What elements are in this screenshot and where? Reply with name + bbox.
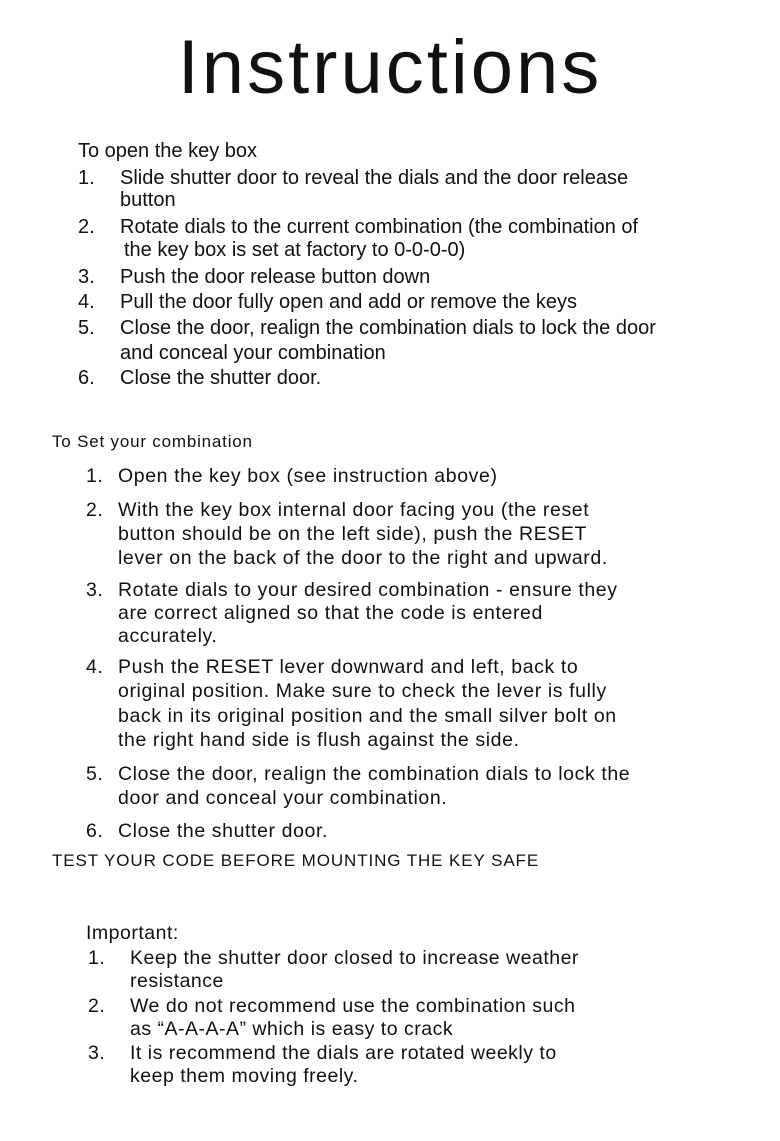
item-text-continued: button xyxy=(120,189,176,211)
item-text-continued: as “A-A-A-A” which is easy to crack xyxy=(130,1018,454,1040)
item-text: Open the key box (see instruction above) xyxy=(118,465,498,487)
item-text-continued: door and conceal your combination. xyxy=(118,787,448,809)
test-code-warning: TEST YOUR CODE BEFORE MOUNTING THE KEY SAFE xyxy=(52,851,540,870)
item-text-continued: lever on the back of the door to the right and upward. xyxy=(118,547,608,569)
item-text: Close the door, realign the combination dials to lock the door xyxy=(120,317,656,339)
item-text: Close the shutter door. xyxy=(120,367,322,389)
item-number: 4. xyxy=(86,656,104,678)
item-number: 5. xyxy=(78,317,95,339)
item-text-continued: back in its original position and the small silver bolt on xyxy=(118,705,617,727)
item-text: We do not recommend use the combination such xyxy=(130,995,576,1017)
item-text-continued: original position. Make sure to check the lever is fully xyxy=(118,680,607,702)
item-text: Push the door release button down xyxy=(120,266,431,288)
item-text: Close the shutter door. xyxy=(118,820,328,842)
item-text: With the key box internal door facing you (the reset xyxy=(118,499,590,521)
item-text-continued: are correct aligned so that the code is entered xyxy=(118,602,543,624)
item-text-continued: keep them moving freely. xyxy=(130,1065,359,1087)
item-number: 3. xyxy=(86,579,104,601)
item-number: 5. xyxy=(86,763,104,785)
item-number: 1. xyxy=(78,167,95,189)
item-text: Rotate dials to your desired combination - ensure they xyxy=(118,579,618,601)
item-number: 1. xyxy=(86,465,104,487)
item-text-continued: the right hand side is flush against the side. xyxy=(118,729,520,751)
open-section-heading: To open the key box xyxy=(78,140,258,162)
item-text: Close the door, realign the combination dials to lock the xyxy=(118,763,631,785)
item-text-continued: accurately. xyxy=(118,625,218,647)
item-text-continued: resistance xyxy=(130,970,224,992)
item-text: Push the RESET lever downward and left, back to xyxy=(118,656,579,678)
item-number: 6. xyxy=(86,820,104,842)
item-text-continued: button should be on the left side), push the RESET xyxy=(118,523,588,545)
item-number: 2. xyxy=(78,216,95,238)
item-text: Rotate dials to the current combination (the combination of xyxy=(120,216,639,238)
item-number: 2. xyxy=(88,995,106,1017)
item-number: 4. xyxy=(78,291,95,313)
item-text: Slide shutter door to reveal the dials and the door release xyxy=(120,167,629,189)
item-number: 2. xyxy=(86,499,104,521)
item-number: 3. xyxy=(78,266,95,288)
item-text-continued: and conceal your combination xyxy=(120,342,386,364)
item-number: 1. xyxy=(88,947,106,969)
item-number: 3. xyxy=(88,1042,106,1064)
item-text-continued: the key box is set at factory to 0-0-0-0) xyxy=(124,239,466,261)
page-title: Instructions xyxy=(177,25,603,110)
set-section-heading: To Set your combination xyxy=(52,432,253,451)
item-text: It is recommend the dials are rotated weekly to xyxy=(130,1042,557,1064)
important-heading: Important: xyxy=(86,922,179,944)
item-text: Keep the shutter door closed to increase weather xyxy=(130,947,579,969)
item-text: Pull the door fully open and add or remove the keys xyxy=(120,291,577,313)
item-number: 6. xyxy=(78,367,95,389)
